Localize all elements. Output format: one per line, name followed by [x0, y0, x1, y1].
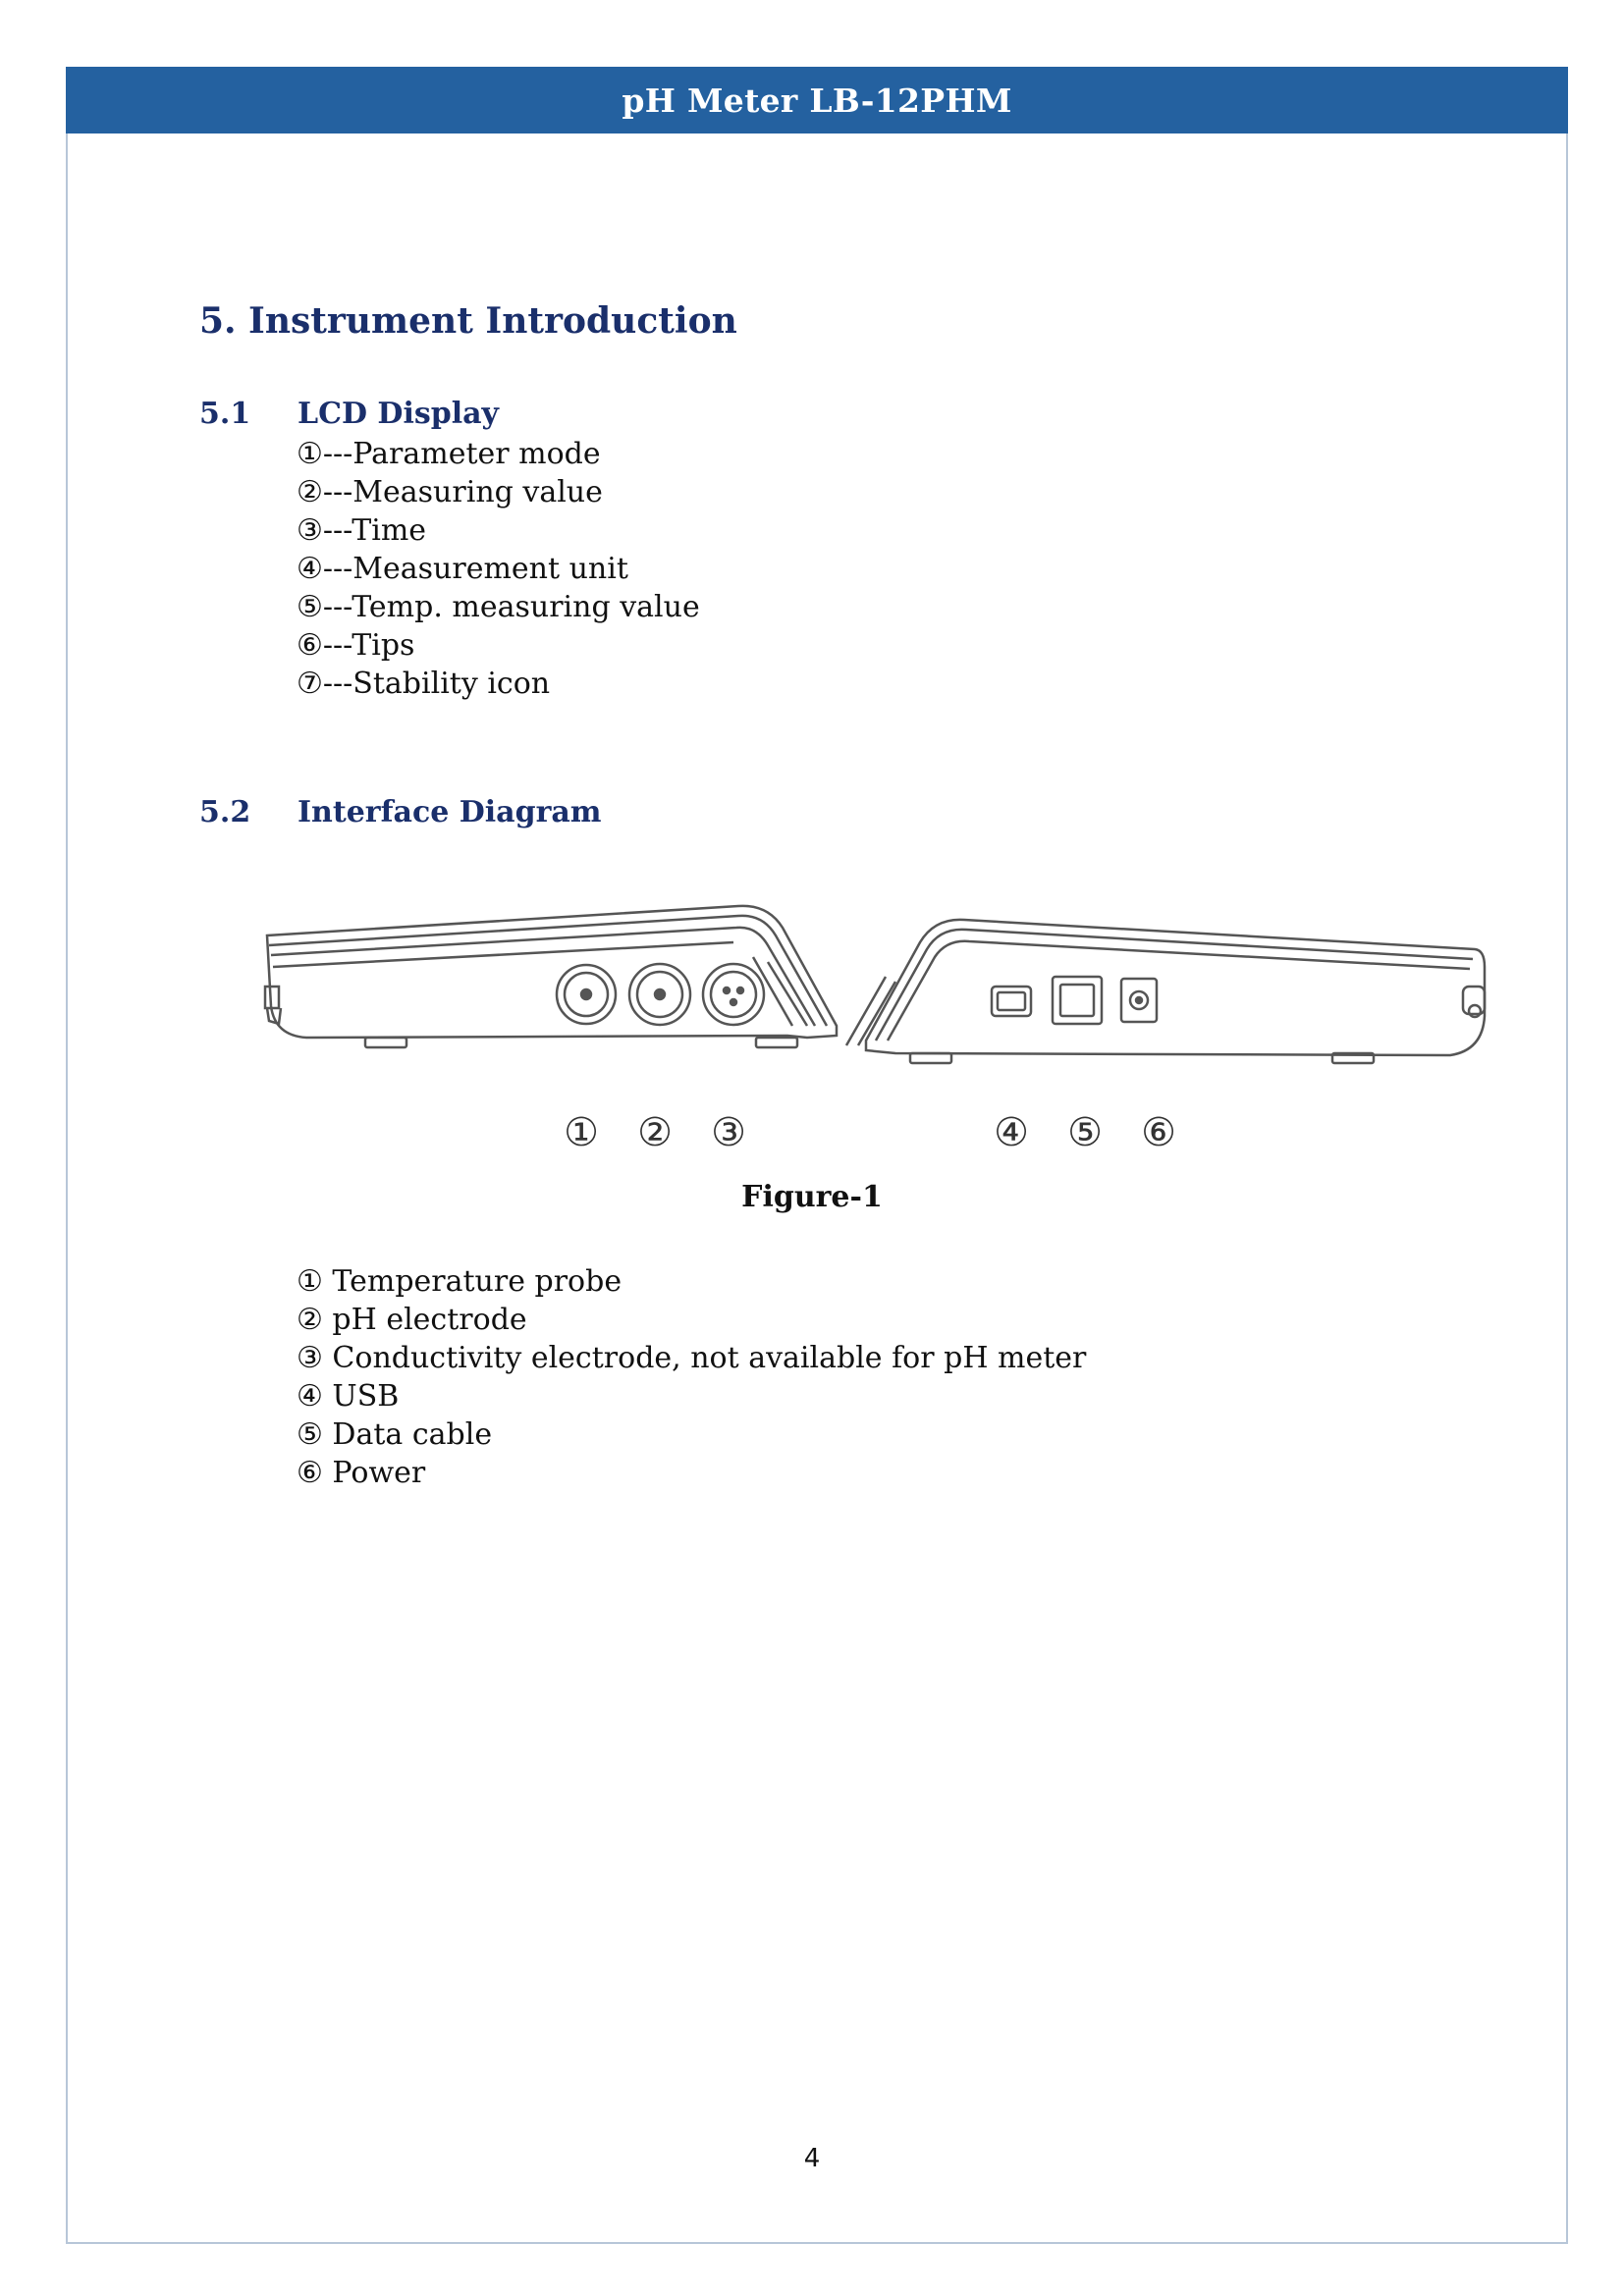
- section-heading: [199, 300, 737, 342]
- interface-port-list: [297, 1262, 1086, 1492]
- list-item: ① Temperature probe: [297, 1264, 623, 1299]
- device-left-view: [265, 906, 837, 1047]
- list-item: ② pH electrode: [297, 1303, 527, 1337]
- list-item: ⑦---Stability icon: [297, 667, 551, 701]
- page-number: 4: [803, 2144, 821, 2173]
- subsection-title: Interface Diagram: [298, 795, 602, 829]
- callout-1: ①: [564, 1110, 599, 1155]
- list-item: ⑤---Temp. measuring value: [297, 590, 700, 624]
- document-title: pH Meter LB-12PHM: [622, 80, 1012, 120]
- list-item: ⑥ Power: [297, 1456, 426, 1490]
- callout-3: ③: [711, 1110, 746, 1155]
- section-title: Instrument Introduction: [248, 300, 737, 342]
- callout-4: ④: [994, 1110, 1029, 1155]
- callout-2: ②: [637, 1110, 673, 1155]
- callout-5: ⑤: [1067, 1110, 1103, 1155]
- callout-6: ⑥: [1141, 1110, 1176, 1155]
- list-item: ③---Time: [297, 513, 427, 548]
- list-item: ⑤ Data cable: [297, 1417, 493, 1452]
- list-item: ④---Measurement unit: [297, 552, 628, 586]
- subsection-heading-lcd: [199, 397, 499, 431]
- subsection-number: 5.2: [199, 795, 251, 829]
- subsection-number: 5.1: [199, 397, 251, 431]
- interface-diagram: [257, 888, 1494, 1178]
- subsection-title: LCD Display: [298, 397, 499, 431]
- document-header: [66, 67, 1568, 133]
- list-item: ③ Conductivity electrode, not available for pH meter: [297, 1341, 1087, 1375]
- list-item: ②---Measuring value: [297, 475, 603, 509]
- list-item: ⑥---Tips: [297, 628, 415, 663]
- device-right-view: [846, 920, 1485, 1063]
- subsection-heading-interface: [199, 795, 602, 829]
- list-item: ①---Parameter mode: [297, 437, 601, 471]
- lcd-display-list: [297, 435, 700, 703]
- figure-caption: Figure-1: [741, 1180, 883, 1214]
- list-item: ④ USB: [297, 1379, 400, 1414]
- section-number: 5.: [199, 300, 237, 342]
